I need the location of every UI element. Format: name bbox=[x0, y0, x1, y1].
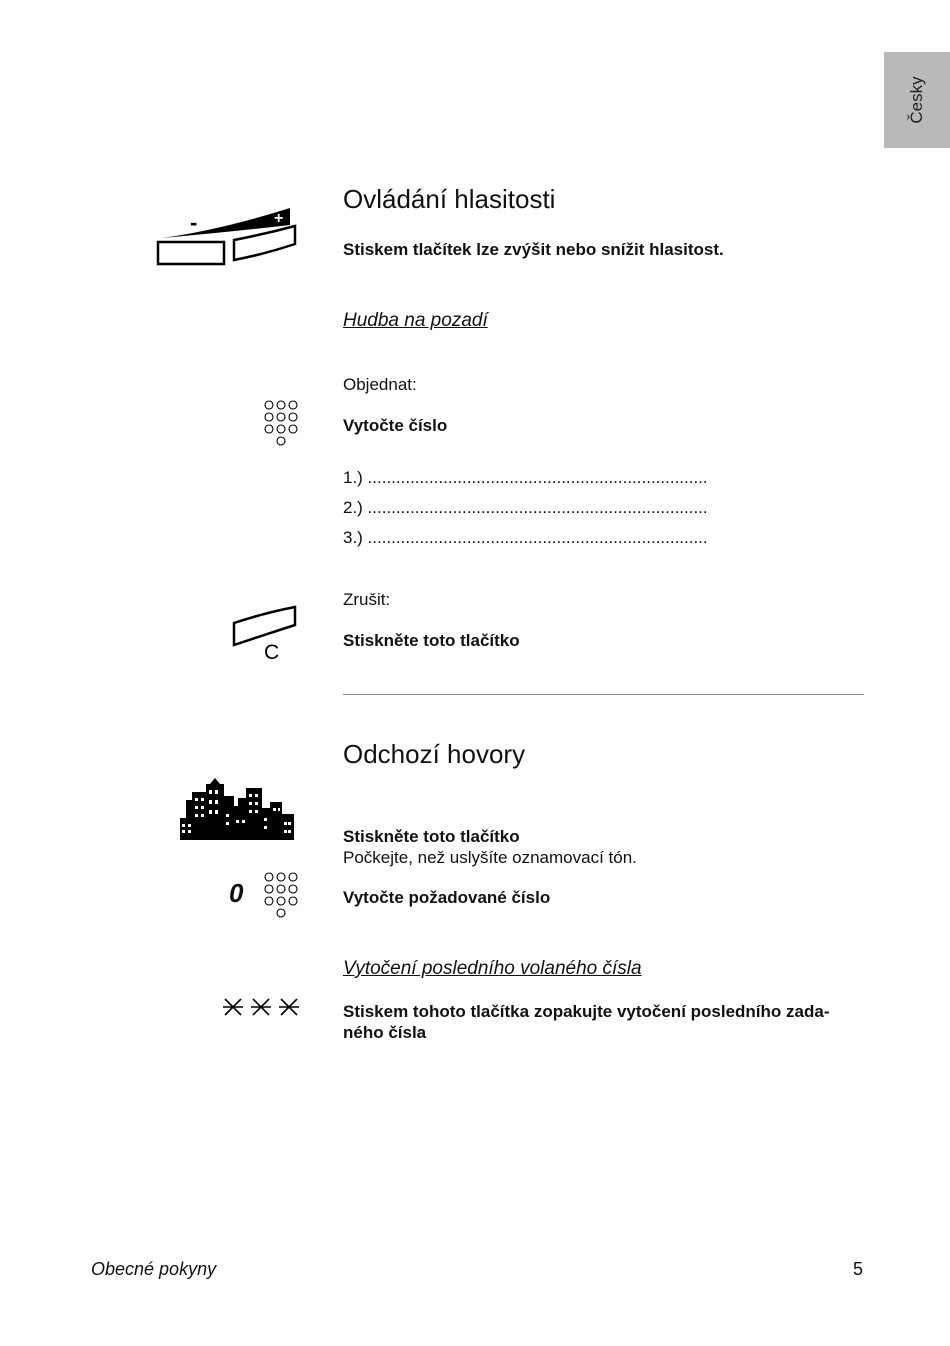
outgoing-title: Odchozí hovory bbox=[343, 739, 526, 769]
language-tab bbox=[884, 52, 950, 148]
background-music-title: Hudba na pozadí bbox=[343, 310, 488, 331]
order-label: Objednat: bbox=[343, 375, 417, 394]
city-skyline-icon bbox=[178, 778, 298, 840]
dial-number-instruction: Vytočte číslo bbox=[343, 416, 448, 435]
keypad-icon bbox=[262, 398, 302, 450]
redial-instruction-line2: ného čísla bbox=[343, 1023, 427, 1042]
number-line-3: 3.) ........................................................................ bbox=[343, 528, 708, 547]
page-number: 5 bbox=[853, 1259, 864, 1279]
clear-key-label: C bbox=[264, 641, 280, 664]
outgoing-wait-text: Počkejte, než uslyšíte oznamovací tón. bbox=[343, 848, 637, 867]
star-keys-icon bbox=[222, 996, 302, 1020]
digit-zero: 0 bbox=[229, 878, 244, 908]
redial-title: Vytočení posledního volaného čísla bbox=[343, 958, 642, 979]
redial-instruction-line1: Stiskem tohoto tlačítka zopakujte vytočení posledního zada- bbox=[343, 1002, 830, 1021]
outgoing-press-instruction: Stiskněte toto tlačítko bbox=[343, 827, 520, 846]
language-tab-label: Česky bbox=[907, 76, 926, 124]
clear-key-icon bbox=[228, 603, 308, 663]
volume-description: Stiskem tlačítek lze zvýšit nebo snížit hlasitost. bbox=[343, 240, 724, 259]
outgoing-dial-instruction: Vytočte požadované číslo bbox=[343, 888, 551, 907]
footer-section-name: Obecné pokyny bbox=[91, 1259, 217, 1279]
volume-title: Ovládání hlasitosti bbox=[343, 184, 556, 214]
volume-plus-label: + bbox=[274, 210, 284, 227]
number-line-2: 2.) ........................................................................ bbox=[343, 498, 708, 517]
number-line-1: 1.) ........................................................................ bbox=[343, 468, 708, 487]
cancel-instruction: Stiskněte toto tlačítko bbox=[343, 631, 520, 650]
volume-keys-icon bbox=[150, 200, 305, 272]
keypad-icon-outgoing bbox=[262, 870, 302, 922]
section-divider bbox=[343, 694, 864, 695]
cancel-label: Zrušit: bbox=[343, 590, 391, 609]
volume-minus-label: - bbox=[190, 210, 198, 235]
